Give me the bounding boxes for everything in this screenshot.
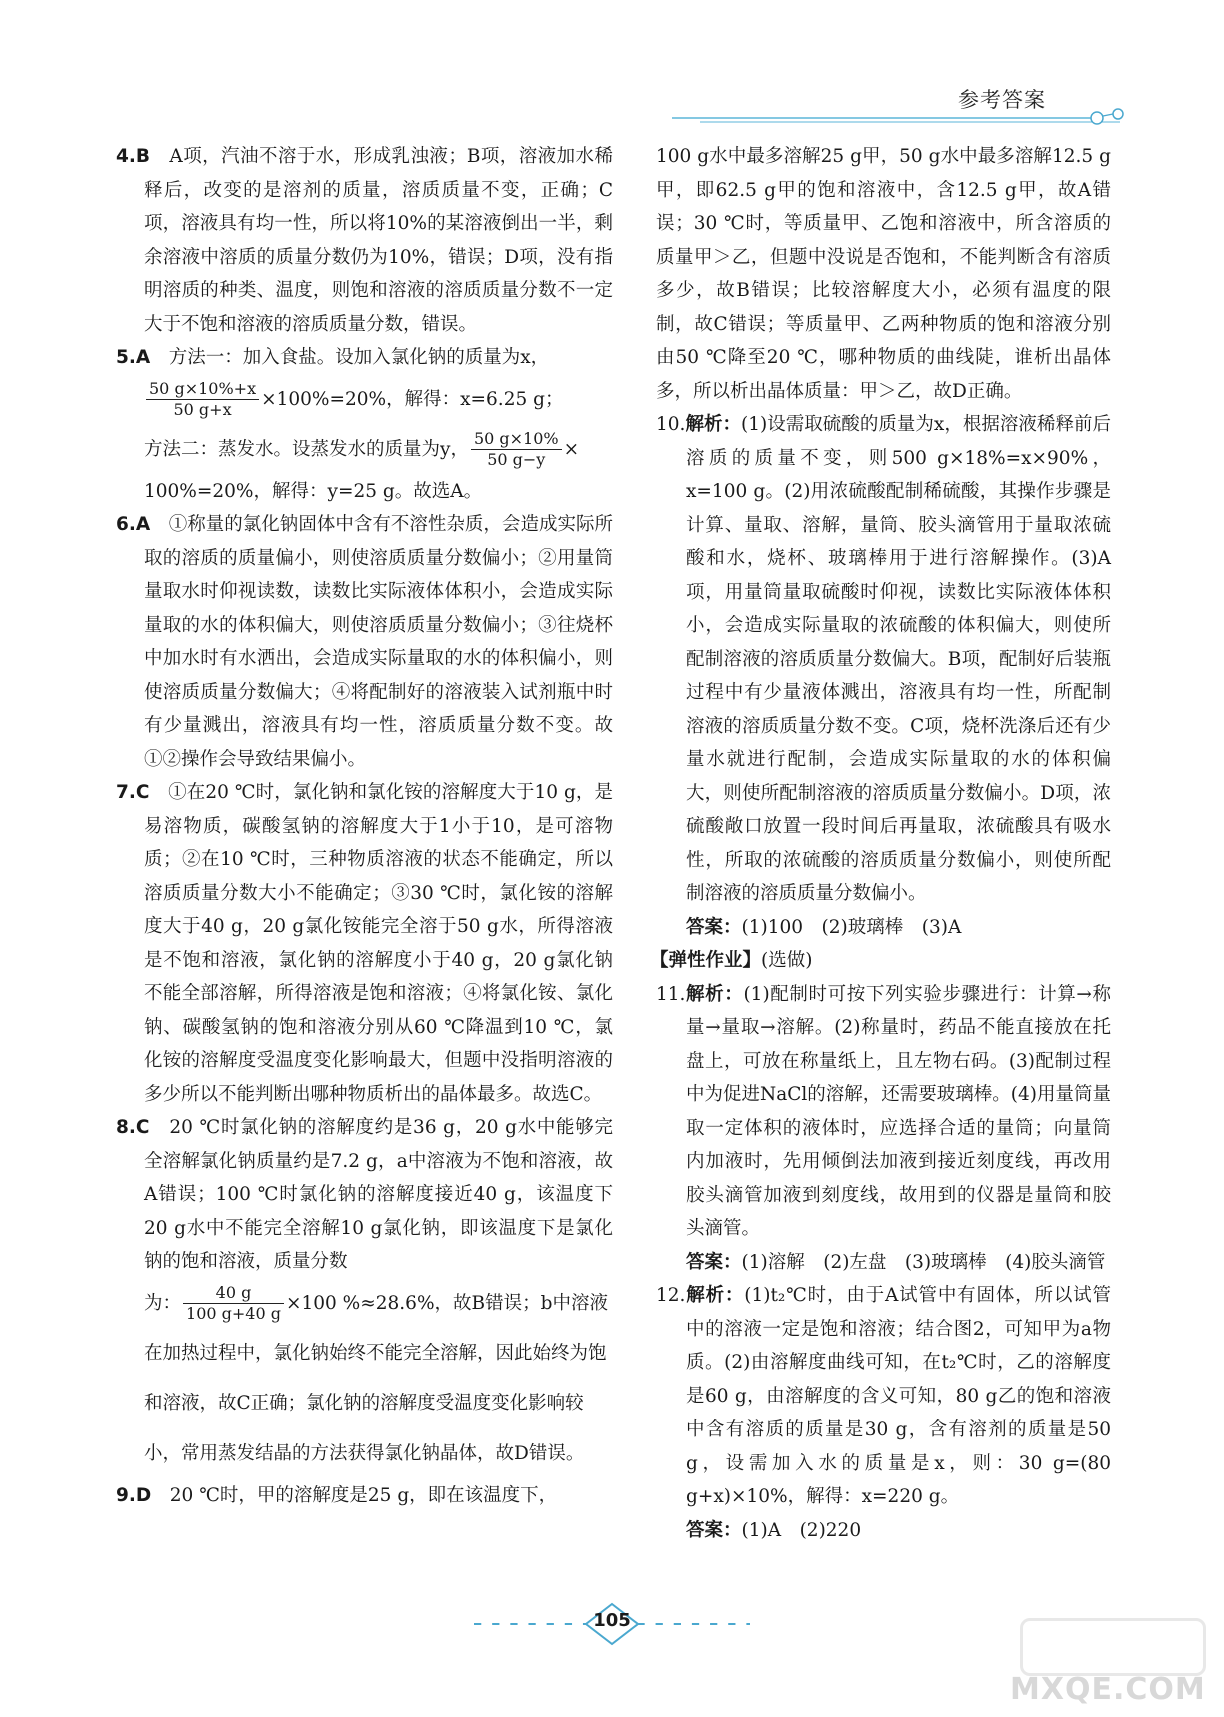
analysis-label: 解析： xyxy=(685,414,741,435)
equation-text: 方法二：蒸发水。设蒸发水的质量为y， xyxy=(144,438,469,460)
answer-12 xyxy=(656,1279,1111,1514)
equation-text: 为： xyxy=(144,1292,182,1314)
answer-text: ①在20 ℃时，氯化钠和氯化铵的溶解度大于10 g，是易溶物质，碳酸氢钠的溶解度大于1小于10，是可溶物质；②在10 ℃时，三种物质溶液的状态不能确定，所以溶质质量分数大小不能确定；③30 ℃时，氯化铵的溶解度大于40 g，20 g氯化铵能完全溶于50 g水，所得溶液是不饱和溶液，氯化钠的溶解度小于40 g，20 g氯化钠不能全部溶解，所得溶液是饱和溶液；④将氯化铵、氯化钠、碳酸氢钠的饱和溶液分别从60 ℃降温到10 ℃，氯化铵的溶解度受温度变化影响最大，但题中没指明溶液的多少所以不能判断出哪种物质析出的晶体最多。故选C。 xyxy=(144,782,613,1105)
answer-7 xyxy=(116,776,613,1111)
final-answer xyxy=(656,1246,1111,1280)
denominator: 100 g+40 g xyxy=(186,1304,281,1323)
answer-11 xyxy=(656,978,1111,1246)
answer-text: 方法一：加入食盐。设加入氯化钠的质量为x， xyxy=(168,347,550,368)
fraction xyxy=(146,379,259,420)
answer-text: (1)配制时可按下列实验步骤进行：计算→称量→量取→溶解。(2)称量时，药品不能直接放在托盘上，可放在称量纸上，且左物右码。(3)配制过程中为促进NaCl的溶解，还需要玻璃棒。(4)用量筒量取一定体积的液体时，应选择合适的量筒；向量筒内加液时，先用倾倒法加液到接近刻度线，再改用胶头滴管加液到刻度线，故用到的仪器是量筒和胶头滴管。 xyxy=(686,983,1111,1239)
numerator: 50 g×10% xyxy=(471,429,562,450)
answer-number: 8.C xyxy=(116,1117,150,1138)
answer-label: 答案： xyxy=(686,1251,742,1273)
answer-number: 7.C xyxy=(116,782,150,803)
section-heading xyxy=(650,944,1111,978)
analysis-label: 解析： xyxy=(685,1285,745,1306)
answer-number: 6.A xyxy=(116,514,151,535)
watermark-logo xyxy=(1020,1618,1206,1676)
fraction xyxy=(471,429,562,470)
answer-number: 9.D xyxy=(116,1484,152,1506)
page-number: 105 xyxy=(593,1610,631,1631)
section-title: 【弹性作业】 xyxy=(650,950,762,971)
answer-text: ①称量的氯化钠固体中含有不溶性杂质，会造成实际所取的溶质的质量偏小，则使溶质质量分数偏小；②用量筒量取水时仰视读数，读数比实际液体体积小，会造成实际量取的水的体积偏大，则使溶质质量分数偏小；③往烧杯中加水时有水洒出，会造成实际量取的水的体积偏小，则使溶质质量分数偏大；④将配制好的溶液装入试剂瓶中时有少量溅出，溶液具有均一性，溶质质量分数不变。故①②操作会导致结果偏小。 xyxy=(144,514,613,770)
answer-text: (1)设需取硫酸的质量为x，根据溶液稀释前后溶质的质量不变，则500 g×18%=x×90%，x=100 g。(2)用浓硫酸配制稀硫酸，其操作步骤是计算、量取、溶解，量筒、胶头滴管用于量取浓硫酸和水，烧杯、玻璃棒用于进行溶解操作。(3)A项，用量筒量取硫酸时仰视，读数比实际液体体积小，会造成实际量取的浓硫酸的体积偏大，则使所配制溶液的溶质质量分数偏大。B项，配制好后装瓶过程中有少量液体溅出，溶液具有均一性，所配制溶液的溶质质量分数不变。C项，烧杯洗涤后还有少量水就进行配制，会造成实际量取的水的体积偏大，则使所配制溶液的溶质质量分数偏小。D项，浓硫酸敞口放置一段时间后再量取，浓硫酸具有吸水性，所取的浓硫酸的溶质质量分数偏小，则使所配制溶液的溶质质量分数偏小。 xyxy=(686,414,1111,904)
header-decoration xyxy=(0,0,1224,140)
analysis-label: 解析： xyxy=(685,983,744,1005)
equation-line xyxy=(116,375,613,425)
answer-text: 100%=20%，解得：y=25 g。故选A。 xyxy=(144,480,483,502)
numerator: 40 g xyxy=(183,1283,284,1304)
section-note: (选做) xyxy=(761,950,813,971)
equation-line xyxy=(116,1279,613,1479)
answer-label: 答案： xyxy=(686,1519,742,1541)
answer-number: 12. xyxy=(656,1285,686,1306)
header-title: 参考答案 xyxy=(958,88,1046,112)
equation-text: ×100 %≈28.6%，故B错误；b中溶液在加热过程中，氯化钠始终不能完全溶解，因此始终为饱和溶液，故C正确；氯化钠的溶解度受温度变化影响较小，常用蒸发结晶的方法获得氯化钠晶体，故D错误。 xyxy=(144,1292,608,1464)
numerator: 50 g×10%+x xyxy=(146,379,259,400)
answer-value: (1)A (2)220 xyxy=(741,1519,862,1541)
denominator: 50 g+x xyxy=(173,400,232,419)
right-column xyxy=(650,140,1111,1547)
answer-10 xyxy=(656,408,1111,911)
answer-number: 10. xyxy=(656,414,686,435)
answer-9 xyxy=(116,1479,613,1513)
final-answer xyxy=(656,1514,1111,1548)
answer-8 xyxy=(116,1111,613,1279)
answer-4 xyxy=(116,140,613,341)
final-answer xyxy=(656,911,1111,945)
equation-text: × xyxy=(563,438,580,460)
answer-number: 4.B xyxy=(116,146,151,167)
answer-number: 5.A xyxy=(116,347,151,368)
answer-text: (1)t₂℃时，由于A试管中有固体，所以试管中的溶液一定是饱和溶液；结合图2，可知甲为a物质。(2)由溶解度曲线可知，在t₂℃时，乙的溶解度是60 g，由溶解度的含义可知，80 g乙的饱和溶液中含有溶质的质量是30 g，含有溶剂的质量是50 g，设需加入水的质量是x，则：30 g=(80 g+x)×10%，解得：x=220 g。 xyxy=(686,1285,1111,1507)
denominator: 50 g−y xyxy=(487,450,546,469)
answer-value: (1)溶解 (2)左盘 (3)玻璃棒 (4)胶头滴管 xyxy=(741,1251,1106,1273)
left-column xyxy=(116,140,613,1512)
answer-number: 11. xyxy=(656,983,686,1005)
answer-5 xyxy=(116,341,613,375)
answer-9-continued: 100 g水中最多溶解25 g甲，50 g水中最多溶解12.5 g甲，即62.5 g甲的饱和溶液中，含12.5 g甲，故A错误；30 ℃时，等质量甲、乙饱和溶液中，所含溶质的质量甲＞乙，但题中没说是否饱和，不能判断含有溶质多少，故B错误；比较溶解度大小，必须有温度的限制，故C错误；等质量甲、乙两种物质的饱和溶液分别由50 ℃降至20 ℃，哪种物质的曲线陡，谁析出晶体多，所以析出晶体质量：甲＞乙，故D正确。 xyxy=(656,146,1111,402)
equation-line xyxy=(116,425,613,475)
answer-value: (1)100 (2)玻璃棒 (3)A xyxy=(741,916,962,938)
answer-text: 20 ℃时，甲的溶解度是25 g，即在该温度下， xyxy=(169,1484,558,1506)
answer-text: 20 ℃时氯化钠的溶解度约是36 g，20 g水中能够完全溶解氯化钠质量约是7.2 g，a中溶液为不饱和溶液，故A错误；100 ℃时氯化钠的溶解度接近40 g，该温度下20 g水中不能完全溶解10 g氯化钠，即该温度下是氯化钠的饱和溶液，质量分数 xyxy=(144,1117,613,1272)
answer-label: 答案： xyxy=(686,916,742,938)
fraction xyxy=(183,1283,284,1324)
answer-6 xyxy=(116,508,613,776)
equation-text: ×100%=20%，解得：x=6.25 g； xyxy=(261,388,564,410)
watermark-text: MXQE.COM xyxy=(1010,1672,1206,1707)
answer-text: A项，汽油不溶于水，形成乳浊液；B项，溶液加水稀释后，改变的是溶剂的质量，溶质质量不变，正确；C项，溶液具有均一性，所以将10%的某溶液倒出一半，剩余溶液中溶质的质量分数仍为10%，错误；D项，没有指明溶质的种类、温度，则饱和溶液的溶质质量分数不一定大于不饱和溶液的溶质质量分数，错误。 xyxy=(144,146,613,335)
